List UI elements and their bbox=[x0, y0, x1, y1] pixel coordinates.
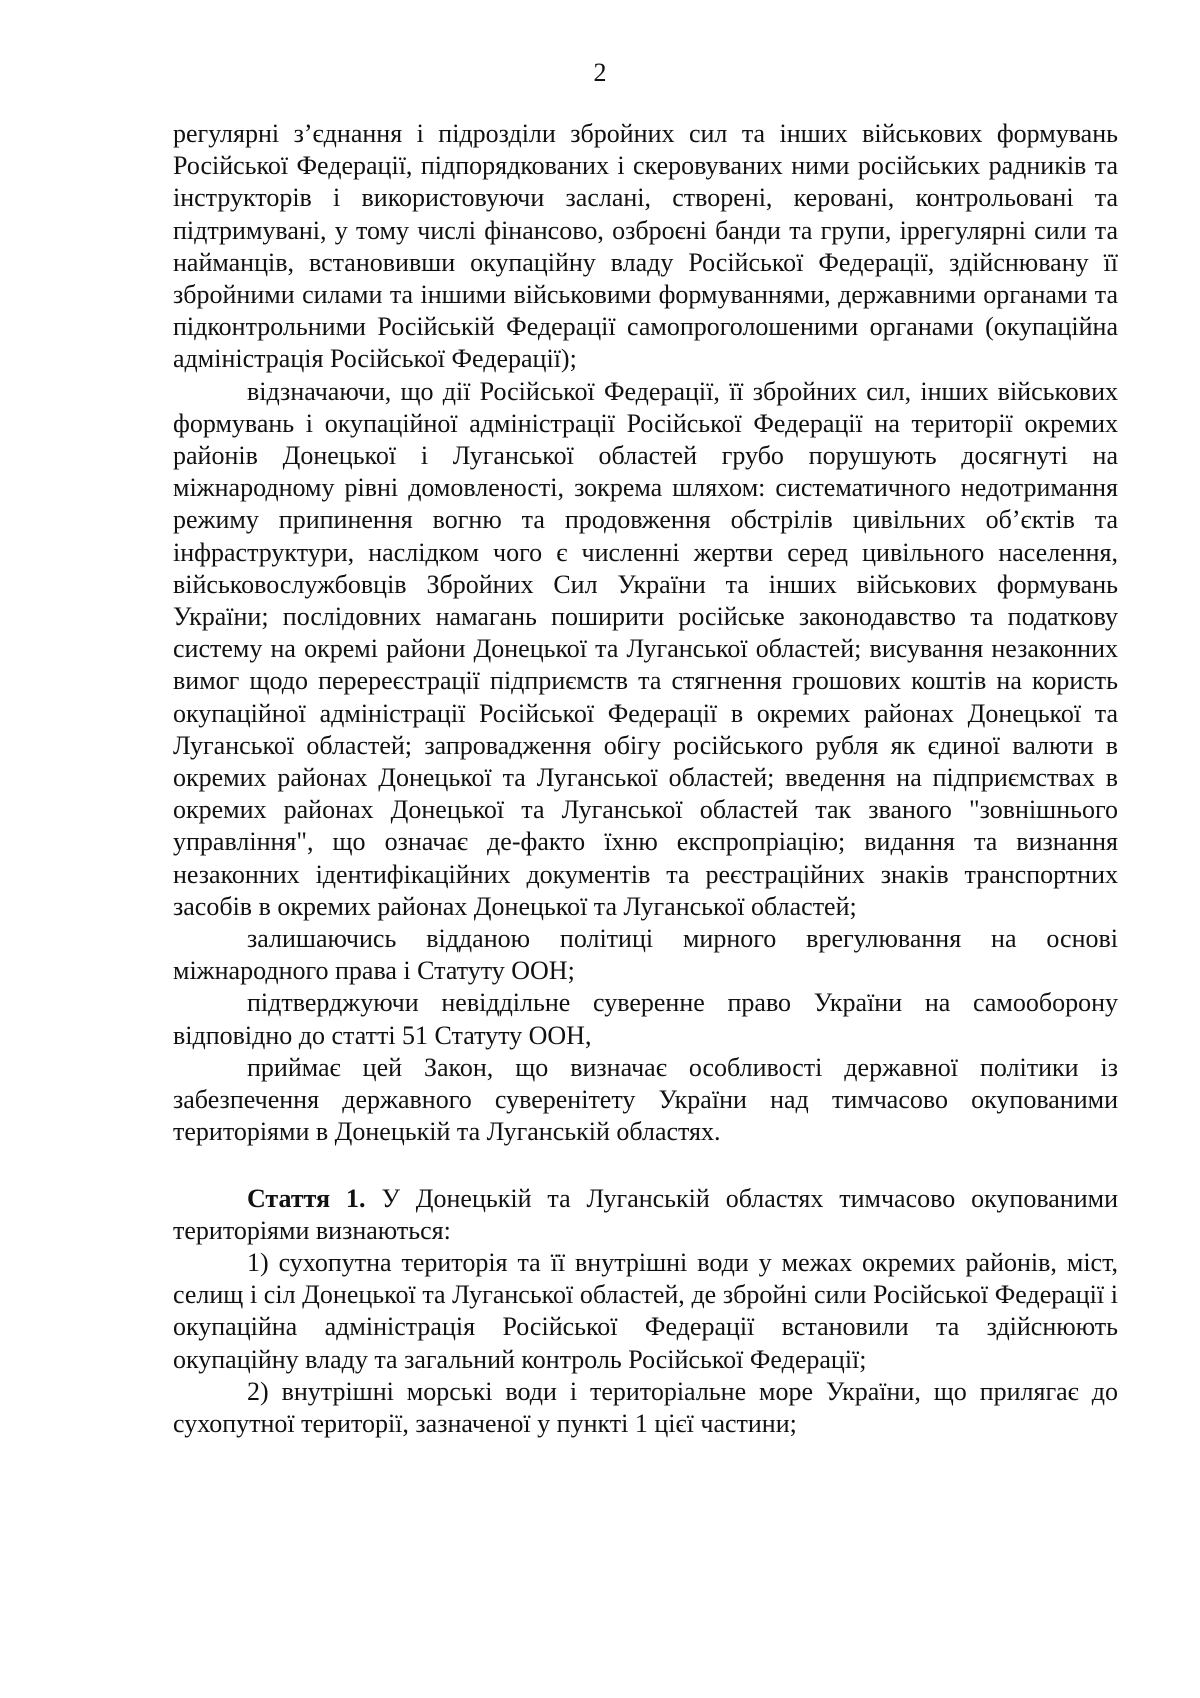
article-1-item-2: 2) внутрішні морські води і територіальне море України, що прилягає до сухопутної території, зазначеної у пункті 1 цієї частини; bbox=[173, 1376, 1118, 1438]
article-1-label: Стаття 1. bbox=[247, 1183, 366, 1213]
preamble-paragraph-3: залишаючись відданою політиці мирного врегулювання на основі міжнародного права і Статуту ООН; bbox=[173, 924, 1118, 986]
preamble-paragraph-1: регулярні з’єднання і підрозділи збройних сил та інших військових формувань Російської Федерації, підпорядкованих і скеровуваних ними російських радників та інструкторів і використовуючи заслані, створені, керовані, контрольовані та підтримувані, у тому числі фінансово, озброєні банди та групи, іррегулярні сили та найманців, встановивши окупаційну владу Російської Федерації, здійснювану її збройними силами та іншими військовими формуваннями, державними органами та підконтрольними Російській Федерації самопроголошеними органами (окупаційна адміністрація Російської Федерації); bbox=[173, 119, 1118, 374]
document-body bbox=[173, 118, 1118, 1440]
preamble-paragraph-4: підтверджуючи невіддільне суверенне право України на самооборону відповідно до статті 51 Статуту ООН, bbox=[173, 988, 1118, 1050]
article-1-intro: У Донецькій та Луганській областях тимчасово окупованими територіями визнаються: bbox=[173, 1183, 1118, 1245]
preamble-paragraph-5: приймає цей Закон, що визначає особливості державної політики із забезпечення державного суверенітету України над тимчасово окупованими територіями в Донецькій та Луганській областях. bbox=[173, 1052, 1118, 1147]
page-number: 2 bbox=[593, 58, 607, 87]
preamble-paragraph-2: відзначаючи, що дії Російської Федерації, її збройних сил, інших військових формувань і окупаційної адміністрації Російської Федерації на території окремих районів Донецької і Луганської областей грубо порушують досягнуті на міжнародному рівні домовленості, зокрема шляхом: систематичного недотримання режиму припинення вогню та продовження обстрілів цивільних об’єктів та інфраструктури, наслідком чого є численні жертви серед цивільного населення, військовослужбовців Збройних Сил України та інших військових формувань України; послідовних намагань поширити російське законодавство та податкову систему на окремі райони Донецької та Луганської областей; висування незаконних вимог щодо перереєстрації підприємств та стягнення грошових коштів на користь окупаційної адміністрації Російської Федерації в окремих районах Донецької та Луганської областей; запровадження обігу російського рубля як єдиної валюти в окремих районах Донецької та Луганської областей; введення на підприємствах в окремих районах Донецької та Луганської областей так званого "зовнішнього управління", що означає де-факто їхню експропріацію; видання та визнання незаконних ідентифікаційних документів та реєстраційних знаків транспортних засобів в окремих районах Донецької та Луганської областей; bbox=[173, 376, 1118, 921]
article-1-heading bbox=[173, 1183, 1118, 1247]
section-spacer bbox=[173, 1149, 1118, 1183]
article-1-item-1: 1) сухопутна територія та її внутрішні води у межах окремих районів, міст, селищ і сіл Донецької та Луганської областей, де збройні сили Російської Федерації і окупаційна адміністрація Російської Федерації встановили та здійснюють окупаційну владу та загальний контроль Російської Федерації; bbox=[173, 1247, 1118, 1374]
